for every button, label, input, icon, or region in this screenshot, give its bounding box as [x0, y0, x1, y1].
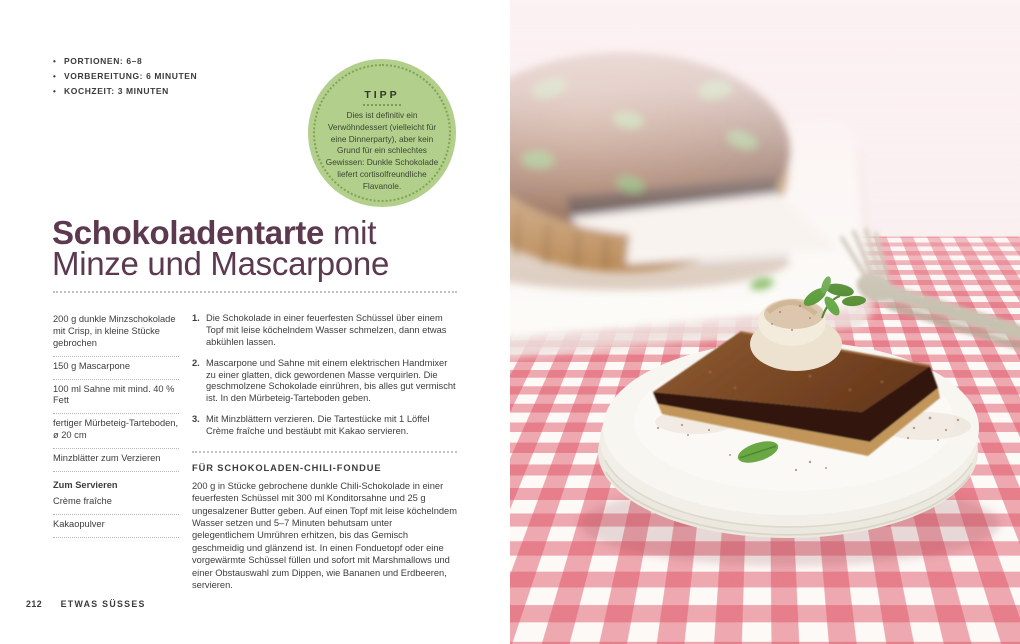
step-text: Mascarpone und Sahne mit einem elektrischen Handmixer zu einer glatten, dick gewordenen Masse verquirlen. Die geschmolzene Schokolade einrühren, bis alles gut vermischt ist. In den Mürbeteig-Tarteboden geben. — [206, 357, 456, 404]
serving-item: Kakaopulver — [53, 515, 179, 538]
recipe-photo — [510, 0, 1020, 644]
bullet-icon: • — [53, 87, 57, 96]
steps-list — [192, 313, 457, 438]
variation-text: 200 g in Stücke gebrochene dunkle Chili-Schokolade in einer feuerfesten Schüssel mit 300 ml Konditorsahne und 25 g ungesalzener Butter geben. Auf einen Topf mit leise köchelndem Wasser setzen und 5–7 Minuten behutsam unter gelegentlichem Umrühren erhitzen, bis das Gemisch geschmeidig und glänzend ist. In einen Fonduetopf oder eine vorgewärmte Schüssel füllen und sofort mit Marshmallows und einer Obstauswahl zum Dippen, wie Bananen und Erdbeeren, servieren. — [192, 481, 457, 590]
ingredient-item: 100 ml Sahne mit mind. 40 % Fett — [53, 380, 179, 415]
recipe-columns — [53, 313, 457, 591]
bullet-icon: • — [53, 72, 57, 81]
recipe-meta-list — [53, 54, 197, 99]
step-item — [192, 313, 457, 349]
meta-cook-time: • KOCHZEIT: 3 MINUTEN — [53, 84, 197, 99]
step-item — [192, 414, 457, 438]
serving-item: Crème fraîche — [53, 492, 179, 515]
section-label: ETWAS SÜSSES — [60, 599, 146, 609]
page-number: 212 — [26, 599, 43, 609]
ingredient-item: 200 g dunkle Minzschokolade mit Crisp, in kleine Stücke gebrochen — [53, 313, 179, 357]
meta-prep-time: • VORBEREITUNG: 6 MINUTEN — [53, 69, 197, 84]
tip-heading: TIPP — [364, 89, 400, 101]
tip-divider — [363, 104, 401, 106]
recipe-title-line1-rest: mit — [324, 214, 377, 251]
variation-divider — [192, 451, 457, 453]
recipe-title — [52, 214, 390, 282]
step-text: Die Schokolade in einer feuerfesten Schüssel über einem Topf mit leise köchelndem Wasser schmelzen, dann etwas abkühlen lassen. — [206, 313, 447, 347]
ingredient-item: 150 g Mascarpone — [53, 357, 179, 380]
step-text: Mit Minzblättern verzieren. Die Tartestücke mit 1 Löffel Crème fraîche und bestäubt mit Kakao servieren. — [206, 414, 430, 437]
ingredient-item: Minzblätter zum Verzieren — [53, 449, 179, 472]
step-number: 1. — [192, 313, 200, 323]
page-footer — [26, 599, 146, 609]
step-item — [192, 358, 457, 406]
recipe-title-line1 — [52, 214, 389, 251]
ingredients-list — [53, 313, 179, 591]
variation-heading: FÜR SCHOKOLADEN-CHILI-FONDUE — [192, 463, 382, 474]
photo-scene — [510, 0, 1020, 644]
ingredient-item: fertiger Mürbeteig-Tarteboden, ø 20 cm — [53, 414, 179, 449]
tip-text: Dies ist definitiv ein Verwöhndessert (vielleicht für eine Dinnerparty), aber kein Grund für ein schlechtes Gewissen: Dunkle Schokolade liefert cortisolfreundliche Flavanole. — [325, 110, 439, 191]
step-number: 3. — [192, 414, 200, 425]
tip-badge — [308, 59, 456, 207]
title-divider — [53, 291, 457, 293]
step-number: 2. — [192, 357, 200, 368]
tip-badge-inner — [313, 64, 451, 202]
recipe-title-emphasis: Schokoladentarte — [52, 214, 325, 251]
bullet-icon: • — [53, 57, 57, 66]
recipe-title-line2: Minze und Mascarpone — [52, 245, 390, 282]
method-column — [192, 313, 457, 591]
serving-heading: Zum Servieren — [53, 480, 118, 491]
meta-portions: • PORTIONEN: 6–8 — [53, 54, 197, 69]
